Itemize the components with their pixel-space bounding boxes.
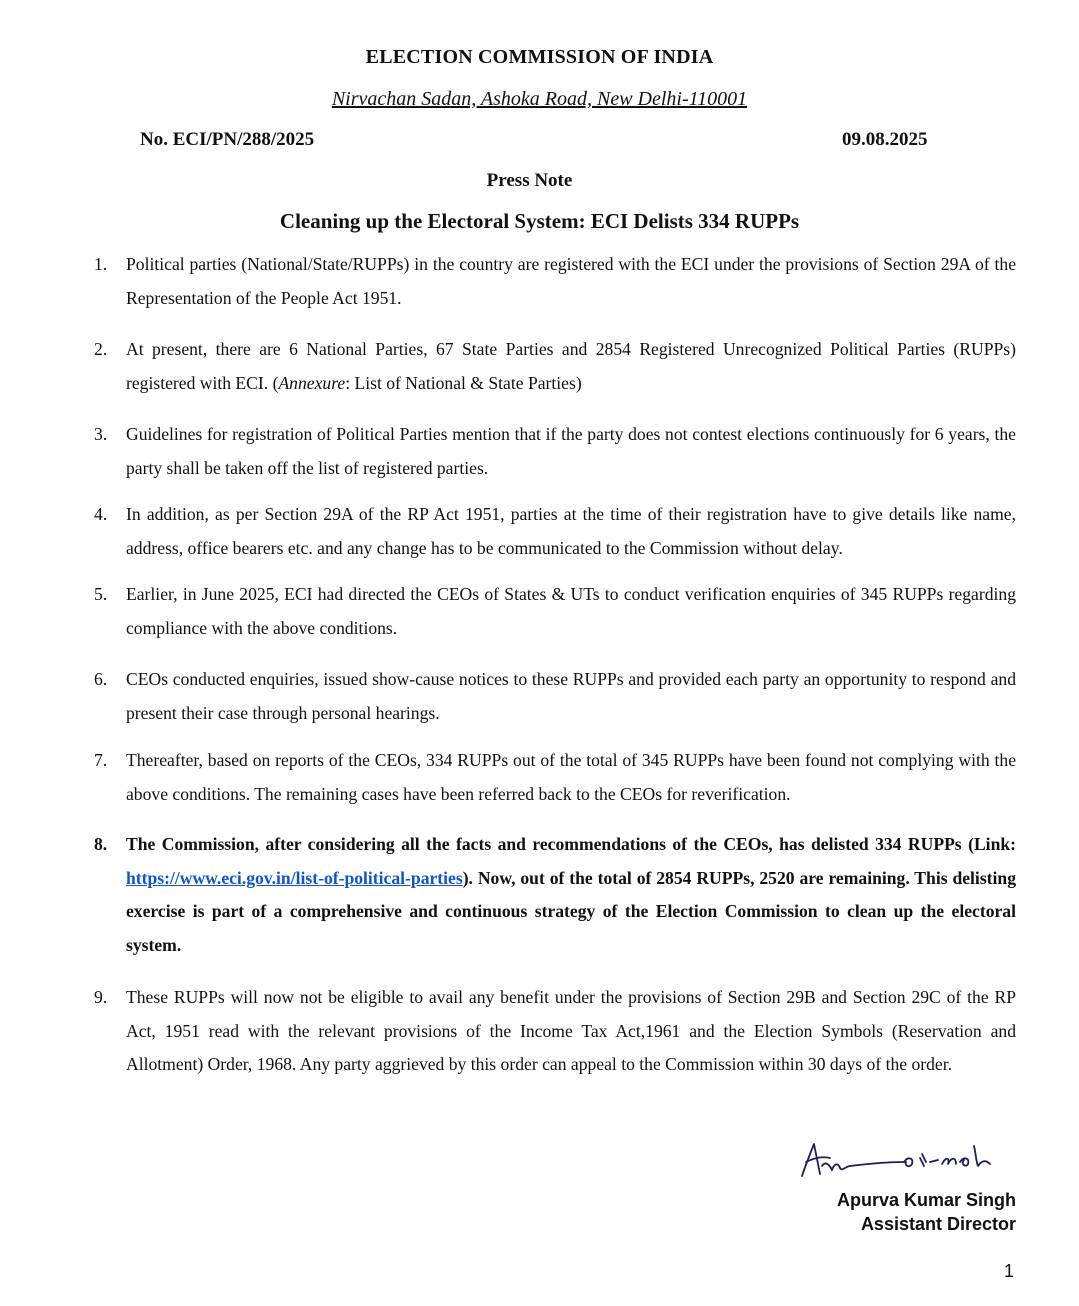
paragraph-text: In addition, as per Section 29A of the RP Act 1951, parties at the time of their registration have to give details like name, address, office bearers etc. and any change has to be communicated to the Commission without delay. — [126, 504, 1016, 558]
paragraph-number: 4. — [94, 504, 108, 524]
paragraph-number: 5. — [94, 584, 108, 604]
organization-title: ELECTION COMMISSION OF INDIA — [365, 46, 714, 68]
paragraph-2 — [94, 333, 1016, 400]
paragraph-6 — [94, 663, 1016, 730]
paragraph-text-end: ). Now, out of the total of 2854 RUPPs, 2520 are remaining. This delisting exercise is part of a comprehensive and continuous strategy of the Election Commission to clean up the electoral system. — [126, 867, 1016, 955]
document-type-label: Press Note — [486, 170, 573, 191]
paragraph-4 — [94, 498, 1016, 565]
paragraph-9 — [94, 981, 1016, 1082]
handwritten-signature — [796, 1136, 1006, 1182]
annexure-label: Annexure — [278, 372, 346, 393]
paragraph-text: Political parties (National/State/RUPPs) in the country are registered with the ECI under the provisions of Section 29A of the Representation of the People Act 1951. — [126, 254, 1016, 308]
paragraph-number: 1. — [94, 254, 108, 274]
paragraph-text: These RUPPs will now not be eligible to avail any benefit under the provisions of Section 29B and Section 29C of the RP Act, 1951 read with the relevant provisions of the Income Tax Act,1961 and the Election Symbols (Reservation and Allotment) Order, 1968. Any party aggrieved by this order can appeal to the Commission within 30 days of the order. — [126, 987, 1016, 1074]
paragraph-text: The Commission, after considering all the facts and recommendations of the CEOs, has delisted 334 RUPPs (Link: — [126, 834, 1016, 854]
paragraph-5 — [94, 578, 1016, 645]
political-parties-list-link[interactable]: https://www.eci.gov.in/list-of-political-parties — [126, 867, 463, 888]
paragraph-number: 8. — [94, 834, 108, 854]
paragraph-number: 2. — [94, 339, 108, 359]
reference-date: 09.08.2025 — [842, 129, 928, 150]
paragraph-7 — [94, 744, 1016, 811]
reference-number: No. ECI/PN/288/2025 — [140, 129, 315, 150]
organization-address: Nirvachan Sadan, Ashoka Road, New Delhi-110001 — [331, 88, 748, 110]
paragraph-number: 9. — [94, 987, 108, 1007]
paragraph-number: 6. — [94, 669, 108, 689]
paragraph-8 — [94, 828, 1016, 962]
headline: Cleaning up the Electoral System: ECI Delists 334 RUPPs — [279, 209, 800, 233]
signatory-name: Apurva Kumar Singh — [836, 1190, 1016, 1210]
paragraph-text: CEOs conducted enquiries, issued show-cause notices to these RUPPs and provided each party an opportunity to respond and present their case through personal hearings. — [126, 669, 1016, 723]
paragraph-number: 7. — [94, 750, 108, 770]
paragraph-text: Guidelines for registration of Political Parties mention that if the party does not contest elections continuously for 6 years, the party shall be taken off the list of registered parties. — [126, 424, 1016, 478]
signatory-title: Assistant Director — [860, 1214, 1016, 1234]
paragraph-text: At present, there are 6 National Parties, 67 State Parties and 2854 Registered Unrecognized Political Parties (RUPPs) registered with ECI. ( — [126, 339, 1016, 393]
paragraph-3 — [94, 418, 1016, 485]
paragraph-number: 3. — [94, 424, 108, 444]
paragraph-text: Thereafter, based on reports of the CEOs, 334 RUPPs out of the total of 345 RUPPs have been found not complying with the above conditions. The remaining cases have been referred back to the CEOs for reverification. — [126, 750, 1016, 804]
paragraph-text-end: : List of National & State Parties) — [345, 372, 582, 393]
paragraph-1 — [94, 248, 1016, 315]
paragraph-text: Earlier, in June 2025, ECI had directed the CEOs of States & UTs to conduct verification enquiries of 345 RUPPs regarding compliance with the above conditions. — [126, 584, 1016, 638]
page-number: 1 — [1003, 1261, 1014, 1281]
